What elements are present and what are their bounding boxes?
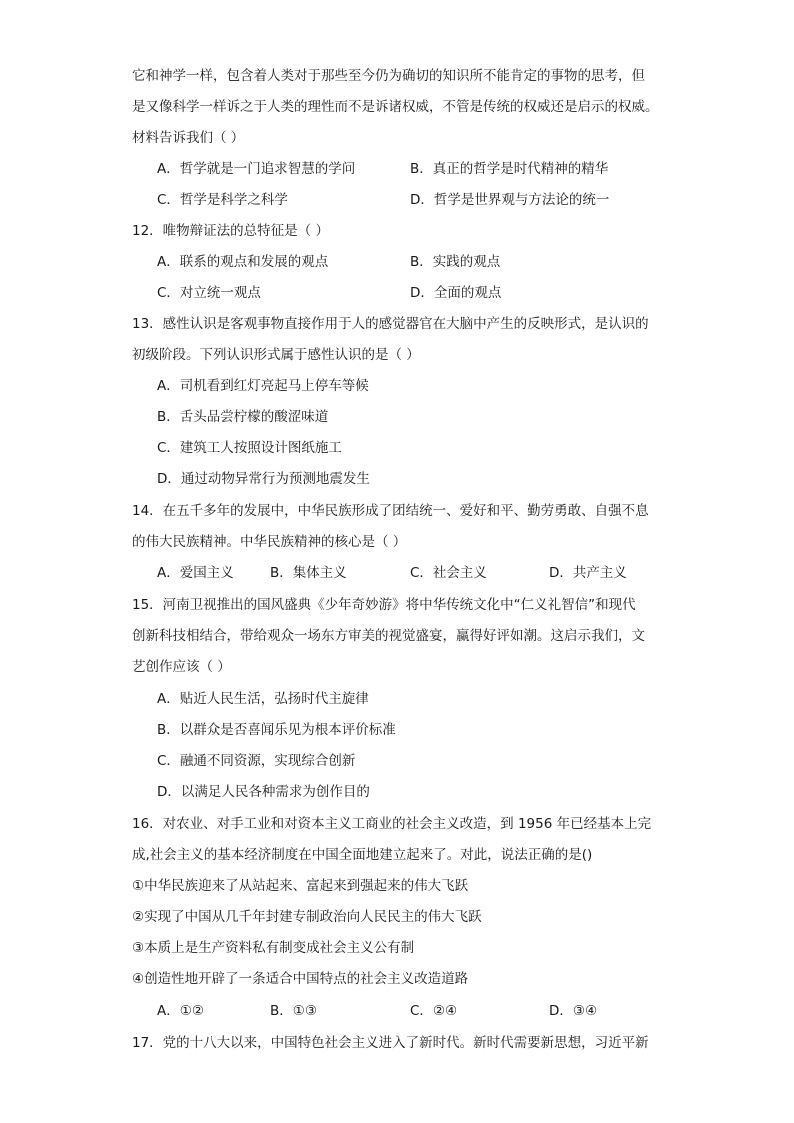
option-d: D．哲学是世界观与方法论的统一 <box>410 192 610 208</box>
question-15-stem: 创新科技相结合，带给观众一场东方审美的视觉盛宴，赢得好评如潮。这启示我们，文 <box>132 628 645 644</box>
option-c: C．融通不同资源，实现综合创新 <box>157 753 356 769</box>
option-c: C．建筑工人按照设计图纸施工 <box>157 440 342 456</box>
option-d: D．共产主义 <box>549 565 627 581</box>
question-16-stem: 16．对农业、对手工业和对资本主义工商业的社会主义改造，到 1956 年已经基本上完 <box>132 816 652 832</box>
option-a: A．贴近人民生活，弘扬时代主旋律 <box>157 691 369 707</box>
option-d: D．全面的观点 <box>410 285 502 301</box>
option-c: C．社会主义 <box>410 565 487 581</box>
option-c: C．②④ <box>410 1003 458 1019</box>
statement-3: ③本质上是生产资料私有制变成社会主义公有制 <box>132 940 415 956</box>
question-text-line: 材料告诉我们（ ） <box>132 130 245 146</box>
question-text-line: 它和神学一样，包含着人类对于那些至今仍为确切的知识所不能肯定的事物的思考，但 <box>132 68 645 84</box>
option-b: B．集体主义 <box>270 565 347 581</box>
option-b: B．实践的观点 <box>410 254 501 270</box>
option-a: A．爱国主义 <box>157 565 234 581</box>
question-15-stem: 15．河南卫视推出的国风盛典《少年奇妙游》将中华传统文化中“仁义礼智信”和现代 <box>132 597 636 613</box>
option-d: D．通过动物异常行为预测地震发生 <box>157 471 370 487</box>
option-c: C．对立统一观点 <box>157 285 261 301</box>
question-14-stem: 14．在五千多年的发展中，中华民族形成了团结统一、爱好和平、勤劳勇敢、自强不息 <box>132 503 649 519</box>
option-a: A．哲学就是一门追求智慧的学问 <box>157 161 356 177</box>
statement-1: ①中华民族迎来了从站起来、富起来到强起来的伟大飞跃 <box>132 878 469 894</box>
question-13-stem: 13．感性认识是客观事物直接作用于人的感觉器官在大脑中产生的反映形式，是认识的 <box>132 316 649 332</box>
option-b: B．以群众是否喜闻乐见为根本评价标准 <box>157 722 396 738</box>
option-c: C．哲学是科学之科学 <box>157 192 288 208</box>
option-a: A．联系的观点和发展的观点 <box>157 254 329 270</box>
option-b: B．①③ <box>270 1003 317 1019</box>
statement-4: ④创造性地开辟了一条适合中国特点的社会主义改造道路 <box>132 971 469 987</box>
option-d: D．以满足人民各种需求为创作目的 <box>157 784 370 800</box>
option-a: A．①② <box>157 1003 204 1019</box>
question-17-stem: 17．党的十八大以来，中国特色社会主义进入了新时代。新时代需要新思想，习近平新 <box>132 1035 649 1051</box>
question-text-line: 是又像科学一样诉之于人类的理性而不是诉诸权威，不管是传统的权威还是启示的权威。 <box>132 99 659 115</box>
question-12-stem: 12．唯物辩证法的总特征是（ ） <box>132 223 329 239</box>
question-14-stem: 的伟大民族精神。中华民族精神的核心是（ ） <box>132 534 407 550</box>
question-13-stem: 初级阶段。下列认识形式属于感性认识的是（ ） <box>132 347 420 363</box>
question-15-stem: 艺创作应该（ ） <box>132 659 231 675</box>
option-b: B．舌头品尝柠檬的酸涩味道 <box>157 409 329 425</box>
question-16-stem: 成,社会主义的基本经济制度在中国全面地建立起来了。对此，说法正确的是() <box>132 847 593 863</box>
option-d: D．③④ <box>549 1003 598 1019</box>
option-b: B．真正的哲学是时代精神的精华 <box>410 161 609 177</box>
statement-2: ②实现了中国从几千年封建专制政治向人民民主的伟大飞跃 <box>132 909 482 925</box>
option-a: A．司机看到红灯亮起马上停车等候 <box>157 378 369 394</box>
